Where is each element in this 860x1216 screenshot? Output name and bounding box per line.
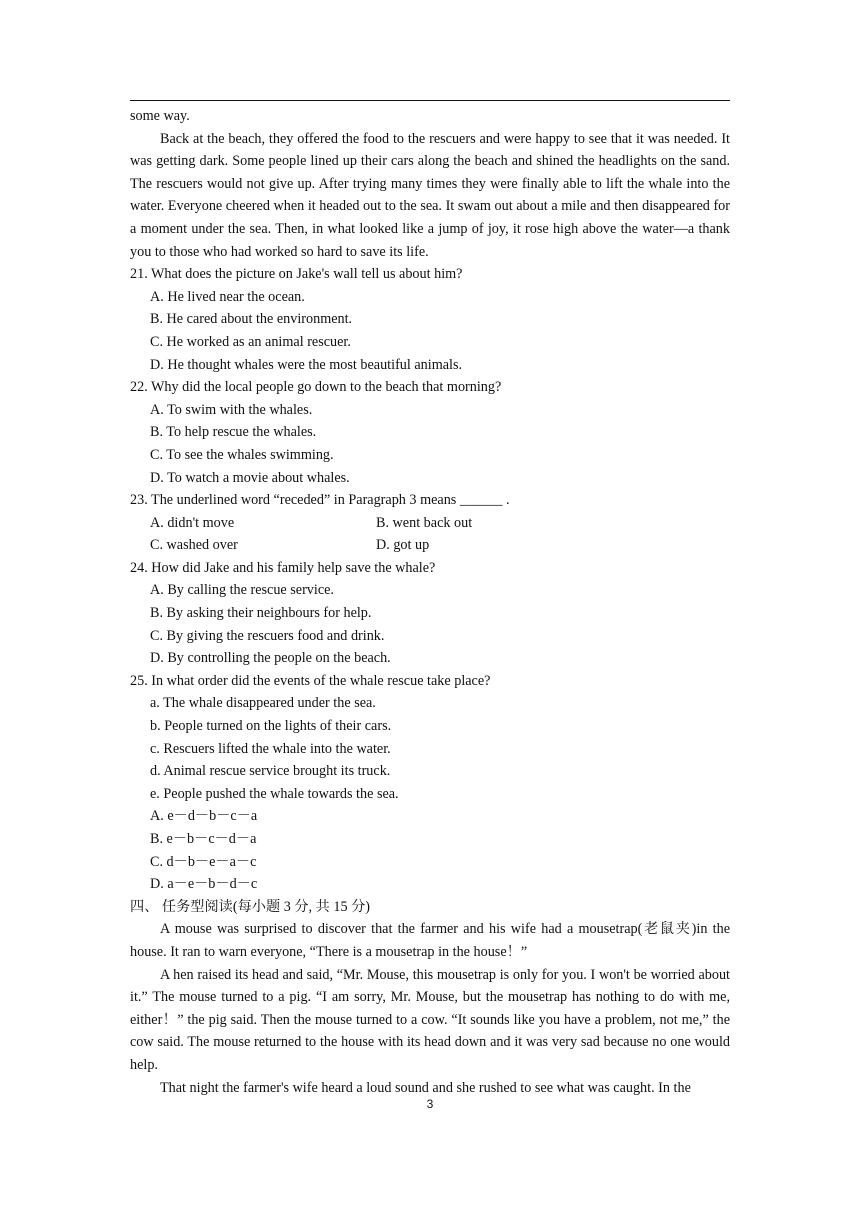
q23-option-b: B. went back out	[376, 514, 473, 531]
header-rule	[130, 100, 730, 101]
q24-option-d: D. By controlling the people on the beach.	[150, 650, 391, 667]
q25-event-b: b. People turned on the lights of their cars.	[150, 718, 392, 735]
q23-option-a: A. didn't move	[150, 514, 235, 531]
q25-option-b: B. e－b－c－d－a	[150, 831, 257, 847]
q24-option-a: A. By calling the rescue service.	[150, 582, 334, 599]
q23-option-c: C. washed over	[150, 537, 238, 554]
q24-option-c: C. By giving the rescuers food and drink.	[150, 627, 385, 644]
q25-event-e: e. People pushed the whale towards the sea.	[150, 785, 399, 802]
q22-option-d: D. To watch a movie about whales.	[150, 469, 350, 486]
q22-option-c: C. To see the whales swimming.	[150, 446, 334, 463]
q23-options-row-1	[130, 512, 730, 535]
q23-options-row-2	[130, 534, 730, 557]
question-22-stem: 22. Why did the local people go down to the beach that morning?	[130, 379, 502, 396]
q21-option-d: D. He thought whales were the most beautiful animals.	[150, 356, 463, 373]
page-number: 3	[426, 1097, 434, 1111]
section-4-heading: 四、 任务型阅读(每小题 3 分, 共 15 分)	[130, 898, 370, 915]
q25-option-d: D. a－e－b－d－c	[150, 876, 258, 893]
document-page	[130, 0, 730, 1216]
q25-event-d: d. Animal rescue service brought its truck.	[150, 763, 391, 780]
paragraph-continued: some way.	[130, 108, 190, 124]
q22-option-a: A. To swim with the whales.	[150, 401, 313, 418]
question-21-stem: 21. What does the picture on Jake's wall tell us about him?	[130, 266, 463, 283]
q21-option-a: A. He lived near the ocean.	[150, 288, 305, 305]
q24-option-b: B. By asking their neighbours for help.	[150, 605, 372, 622]
question-24-stem: 24. How did Jake and his family help save the whale?	[130, 559, 436, 576]
q22-option-b: B. To help rescue the whales.	[150, 424, 317, 441]
section-4-paragraph-3: That night the farmer's wife heard a loud sound and she rushed to see what was caught. In the	[160, 1079, 691, 1096]
q25-event-a: a. The whale disappeared under the sea.	[150, 695, 376, 712]
q21-option-c: C. He worked as an animal rescuer.	[150, 333, 351, 350]
paragraph-beach: Back at the beach, they offered the food to the rescuers and were happy to see that it was needed. It was getting dark. Some people lined up their cars along the beach and shined the headlights on the sand. The rescuers would not give up. After trying many times they were finally able to lift the whale into the water. Everyone cheered when it headed out to the sea. It swam out about a mile and then disappeared for a moment under the sea. Then, in what looked like a jump of joy, it rose high above the water—a thank you to those who had worked so hard to save its life.	[130, 130, 730, 260]
q25-option-a: A. e－d－b－c－a	[150, 808, 258, 825]
question-23-stem: 23. The underlined word “receded” in Paragraph 3 means ______ .	[130, 492, 510, 509]
page-content	[130, 105, 730, 1099]
q21-option-b: B. He cared about the environment.	[150, 311, 353, 328]
section-4-paragraph-1: A mouse was surprised to discover that the farmer and his wife had a mousetrap(老鼠夹)in the house. It ran to warn everyone, “There is a mousetrap in the house！”	[130, 921, 730, 960]
section-4-paragraph-2: A hen raised its head and said, “Mr. Mouse, this mousetrap is only for you. I won't be worried about it.” The mouse turned to a pig. “I am sorry, Mr. Mouse, but the mousetrap has nothing to do with me, either！” the pig said. Then the mouse turned to a cow. “It sounds like you have a problem, not me,” the cow said. The mouse returned to the house with its head down and it was very sad because no one would help.	[130, 966, 730, 1073]
q25-option-c: C. d－b－e－a－c	[150, 853, 257, 870]
q25-event-c: c. Rescuers lifted the whale into the water.	[150, 740, 391, 757]
q23-option-d: D. got up	[376, 537, 430, 554]
question-25-stem: 25. In what order did the events of the whale rescue take place?	[130, 672, 491, 689]
